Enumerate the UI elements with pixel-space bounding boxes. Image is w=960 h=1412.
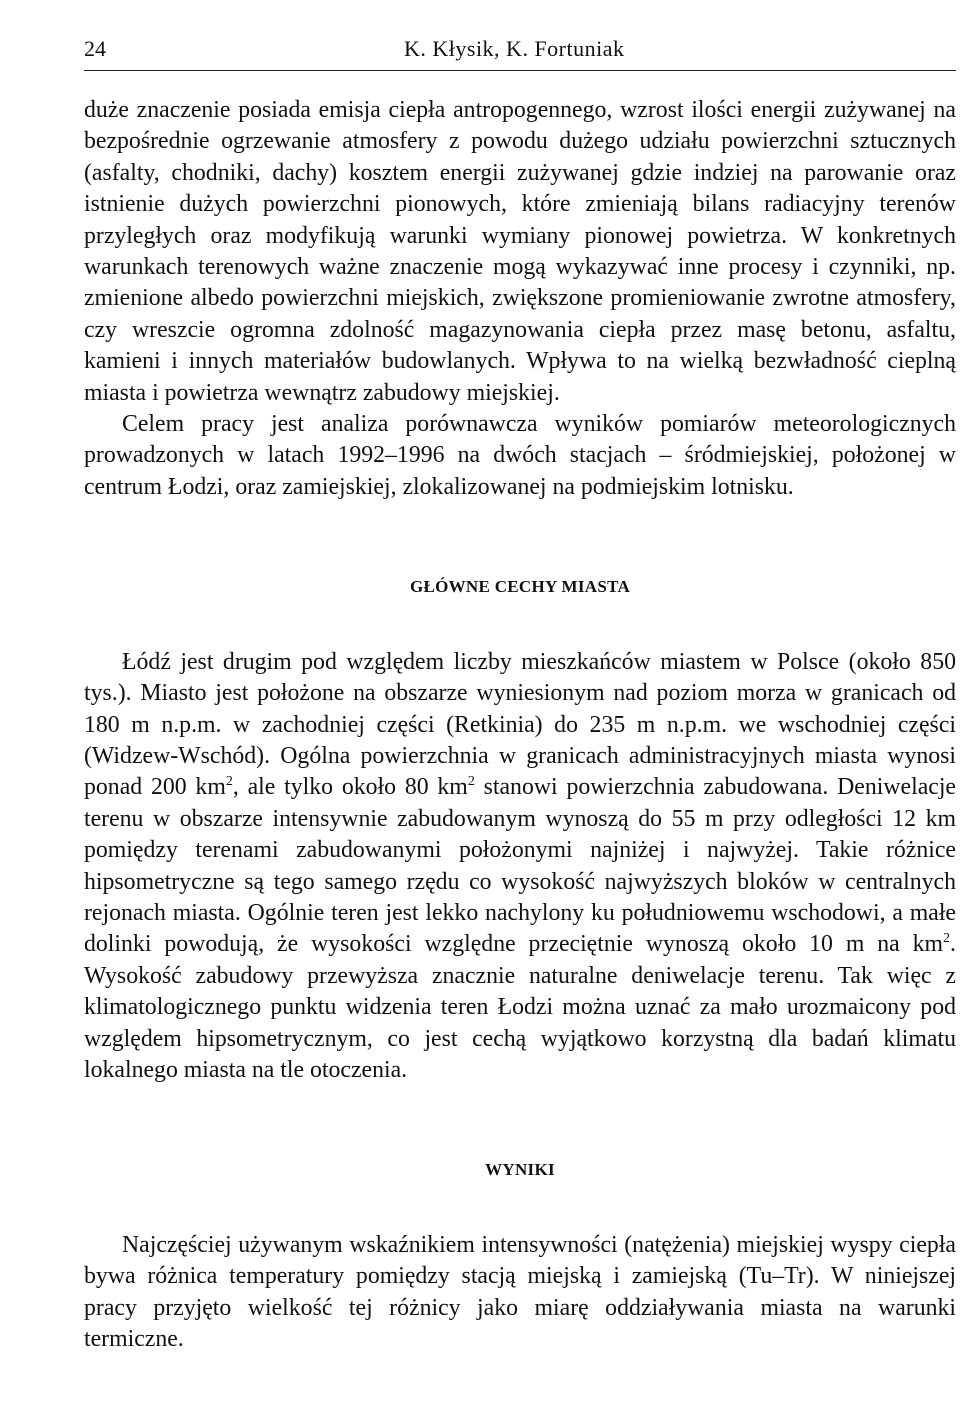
superscript-2: 2 — [225, 774, 233, 790]
page — [84, 30, 956, 1355]
superscript-2: 2 — [467, 774, 475, 790]
section1-text-part-3: stanowi powierzchnia zabudowana. Deniwelacje terenu w obszarze intensywnie zabudowanym wynoszą do 55 m przy odległości 12 km pomiędzy terenami zabudowanymi położonymi najniżej i najwyżej. Takie różnice hipsometryczne są tego samego rzędu co wysokość najwyższych bloków w centralnych rejonach miasta. Ogólnie teren jest lekko nachylony ku południowemu wschodowi, a małe dolinki powodują, że wysokości względne przeciętnie wynoszą około 10 m na km — [84, 774, 956, 958]
section-heading-results: WYNIKI — [485, 1160, 555, 1180]
intro-paragraph-1: duże znaczenie posiada emisja ciepła antropogennego, wzrost ilości energii zużywanej na bezpośrednie ogrzewanie atmosfery z powodu dużego udziału powierzchni sztucznych (asfalty, chodniki, dachy) kosztem energii zużywanej gdzie indziej na parowanie oraz istnienie dużych powierzchni pionowych, które zmieniają bilans radiacyjny terenów przyległych oraz modyfikują warunki wymiany pionowej powietrza. W konkretnych warunkach terenowych ważne znaczenie mogą wykazywać inne procesy i czynniki, np. zmienione albedo powierzchni miejskich, zwiększone promieniowanie zwrotne atmosfery, czy wreszcie ogromna zdolność magazynowania ciepła przez masę betonu, asfaltu, kamieni i innych materiałów budowlanych. Wpływa to na wielką bezwładność cieplną miasta i powietrza wewnątrz zabudowy miejskiej. — [84, 97, 956, 406]
section1-text-part-4: . Wysokość zabudowy przewyższa znacznie naturalne deniwelacje terenu. Tak więc z klimatologicznego punktu widzenia teren Łodzi można uznać za mało urozmaicony pod względem hipsometrycznym, co jest cechą wyjątkowo korzystną dla badań klimatu lokalnego miasta na tle otoczenia. — [84, 931, 956, 1083]
intro-paragraph-2: Celem pracy jest analiza porównawcza wyników pomiarów meteorologicznych prowadzonych w latach 1992–1996 na dwóch stacjach – śródmiejskiej, położonej w centrum Łodzi, oraz zamiejskiej, zlokalizowanej na podmiejskim lotnisku. — [84, 411, 956, 500]
section1-text-part-2: , ale tylko około 80 km — [232, 774, 468, 801]
section1-text-part-1: Łódź jest drugim pod względem liczby mieszkańców miastem w Polsce (około 850 tys.). Miasto jest położone na obszarze wyniesionym nad poziom morza w granicach od 180 m n.p.m. w zachodniej części (Retkinia) do 235 m n.p.m. we wschodniej części (Widzew-Wschód). Ogólna powierzchnia w granicach administracyjnych miasta wynosi ponad 200 km — [84, 648, 956, 801]
article-body — [84, 95, 956, 1355]
page-number: 24 — [84, 36, 106, 61]
section-heading-main-features: GŁÓWNE CECHY MIASTA — [409, 577, 631, 597]
section1-paragraph — [84, 647, 956, 1087]
superscript-2: 2 — [943, 931, 951, 947]
section2-paragraph: Najczęściej używanym wskaźnikiem intensywności (natężenia) miejskiej wyspy ciepła bywa różnica temperatury pomiędzy stacją miejską i zamiejską (Tu–Tr). W niniejszej pracy przyjęto wielkość tej różnicy jako miarę oddziaływania miasta na warunki termiczne. — [84, 1231, 956, 1352]
running-head-authors: K. Kłysik, K. Fortuniak — [404, 36, 625, 61]
running-header — [84, 30, 956, 71]
